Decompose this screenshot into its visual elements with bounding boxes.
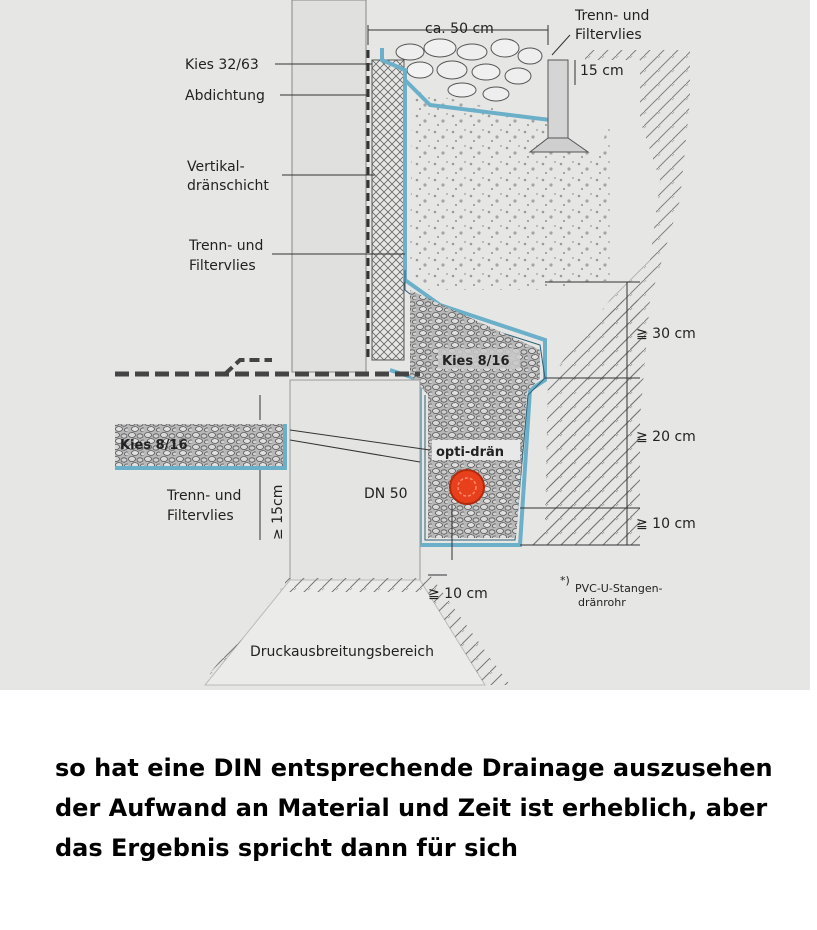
label-footnote-mark: *): [560, 574, 570, 587]
label-vertikal-2: dränschicht: [187, 178, 269, 194]
label-dim-15-vertical: ≥ 15cm: [270, 484, 286, 540]
label-kies-816-left: Kies 8/16: [120, 438, 188, 453]
caption-line-3: das Ergebnis spricht dann für sich: [55, 834, 518, 862]
label-width-top: ca. 50 cm: [425, 21, 494, 37]
vertical-drain-layer: [372, 60, 404, 360]
label-depth-15: 15 cm: [580, 63, 624, 79]
label-kies-top: Kies 32/63: [185, 57, 259, 73]
label-dim-20: ≧ 20 cm: [636, 429, 696, 445]
label-trenn-low-2: Filtervlies: [167, 508, 234, 524]
caption: [55, 748, 795, 868]
label-trenn-mid-2: Filtervlies: [189, 258, 256, 274]
label-abdichtung: Abdichtung: [185, 88, 265, 104]
label-footnote-1: PVC-U-Stangen-: [575, 582, 663, 595]
label-kies-816-right: Kies 8/16: [442, 354, 510, 369]
label-dim-30: ≧ 30 cm: [636, 326, 696, 342]
label-trenn-low-1: Trenn- und: [167, 488, 242, 504]
post: [548, 60, 568, 138]
drain-pipe: [450, 470, 484, 504]
label-druck: Druckausbreitungsbereich: [250, 644, 434, 660]
foundation: [290, 380, 420, 580]
caption-line-2: der Aufwand an Material und Zeit ist erheblich, aber: [55, 794, 768, 822]
building-wall: [292, 0, 366, 372]
label-dim-10-bottom: ≧ 10 cm: [428, 586, 488, 602]
label-dim-10-right: ≧ 10 cm: [636, 516, 696, 532]
caption-line-1: so hat eine DIN entsprechende Drainage auszusehen: [55, 754, 773, 782]
label-trenn-top-1: Trenn- und: [575, 8, 650, 24]
label-dn50: DN 50: [364, 486, 408, 502]
label-vertikal-1: Vertikal-: [187, 159, 245, 175]
label-trenn-top-2: Filtervlies: [575, 27, 642, 43]
label-trenn-mid-1: Trenn- und: [189, 238, 264, 254]
label-footnote-2: dränrohr: [578, 596, 626, 609]
label-opti-drain: opti-drän: [436, 445, 505, 460]
soil-below-strip: [285, 578, 425, 592]
